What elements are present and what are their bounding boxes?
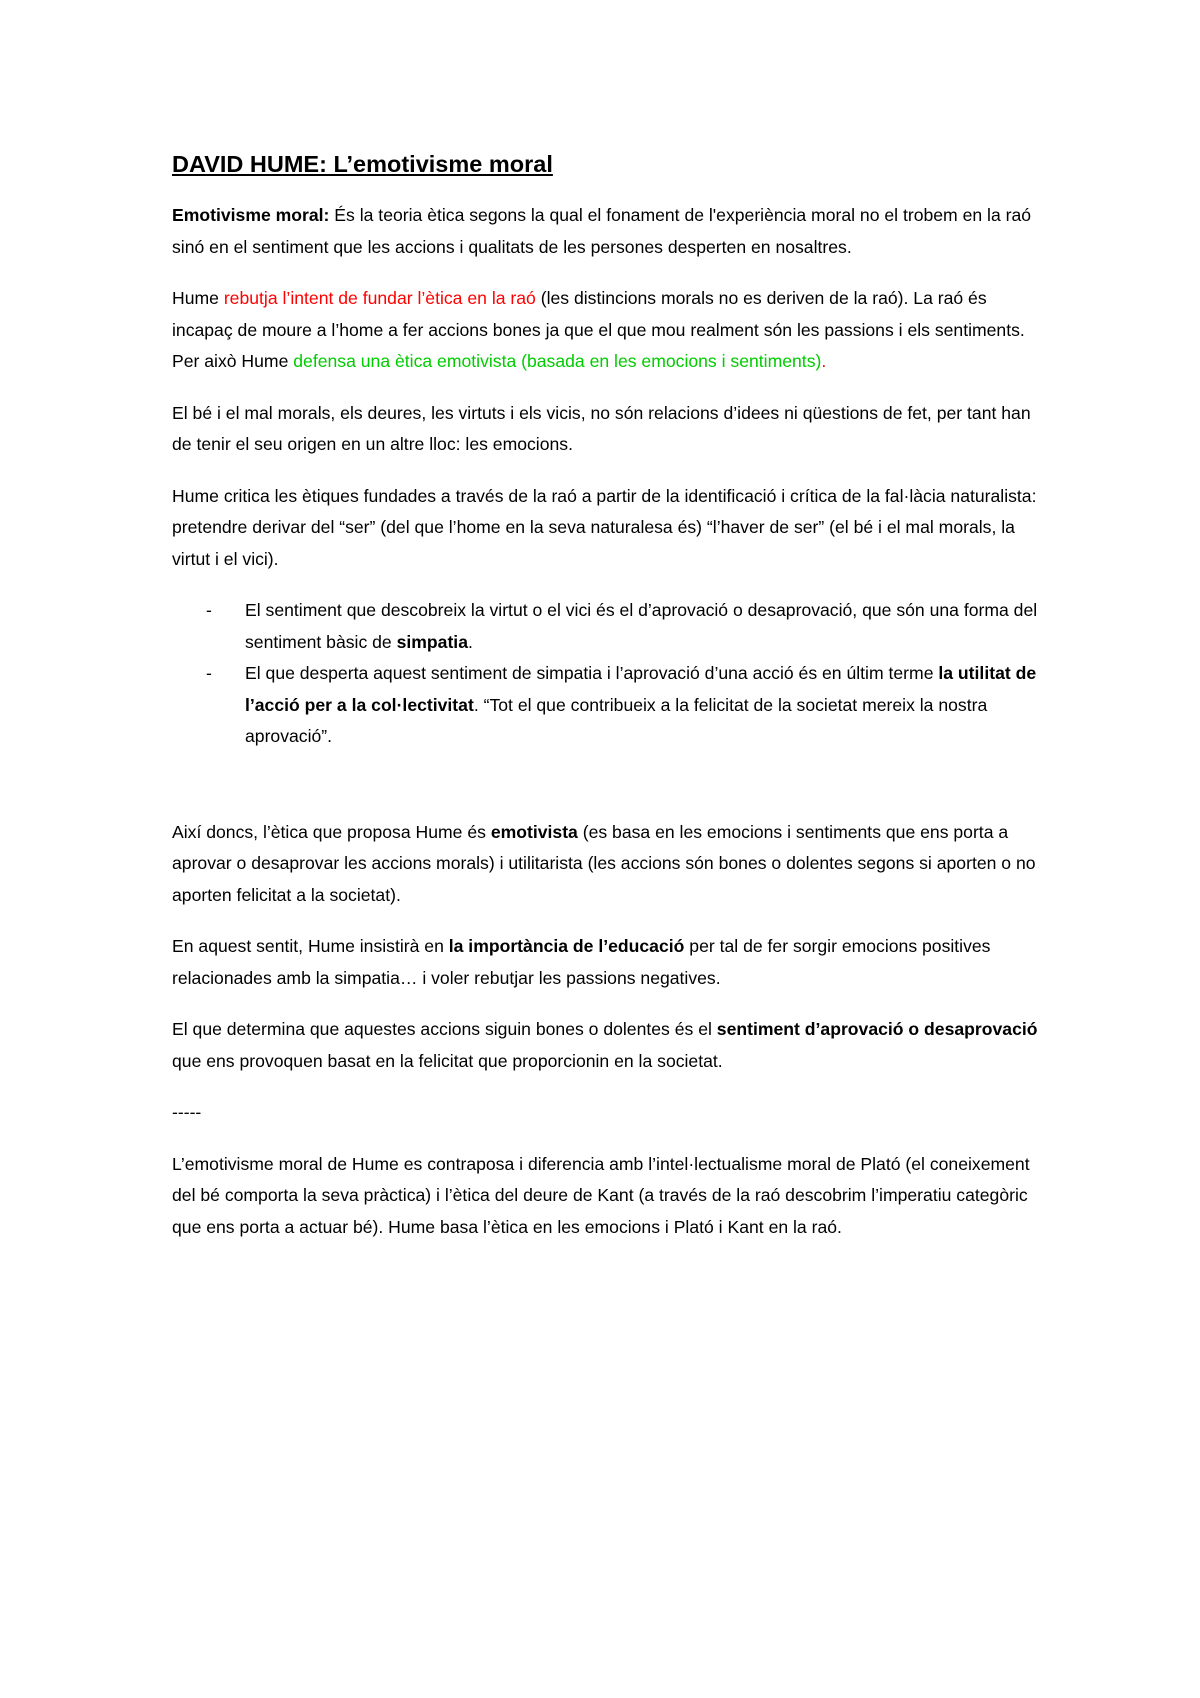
text-span: (les distincions morals no es deriven de la raó). La raó és incapaç de moure a l’home a fer accions bones ja que el que mou realment són les passions i els sentiments. Per això Hume bbox=[172, 288, 1025, 371]
text-span: Així doncs, l’ètica que proposa Hume és bbox=[172, 821, 491, 842]
bold-text: simpatia bbox=[396, 631, 468, 652]
bold-text: emotivista bbox=[490, 821, 578, 842]
highlight-green-text: defensa una ètica emotivista (basada en les emocions i sentiments) bbox=[293, 351, 822, 371]
bold-text: sentiment d’aprovació o desaprovació bbox=[716, 1019, 1038, 1039]
text-span: Hume bbox=[172, 288, 224, 308]
education-paragraph bbox=[172, 931, 1040, 994]
text-span: En aquest sentit, Hume insistirà en bbox=[172, 936, 449, 956]
dash-bullet: - bbox=[206, 663, 212, 683]
document-page bbox=[172, 148, 1040, 1263]
dash-bullet: - bbox=[206, 600, 212, 620]
text-span: que ens provoquen basat en la felicitat que proporcionin en la societat. bbox=[172, 1050, 723, 1071]
approval-paragraph bbox=[172, 1014, 1040, 1077]
bold-text: la importància de l’educació bbox=[448, 936, 685, 956]
bullet-list bbox=[172, 595, 1040, 753]
text-span: El sentiment que descobreix la virtut o el vici és el d’aprovació o desaprovació, que són una forma del sentiment bàsic de bbox=[245, 600, 1038, 652]
definition-term: Emotivisme moral: bbox=[172, 205, 330, 225]
text-span: El que determina que aquestes accions siguin bones o dolentes és el bbox=[172, 1019, 717, 1039]
document-title: DAVID HUME: L’emotivisme moral bbox=[172, 151, 553, 177]
list-item bbox=[172, 658, 1040, 753]
text-span: per tal de fer sorgir emocions positives relacionades amb la simpatia… i voler rebutjar les passions negatives. bbox=[172, 936, 991, 988]
highlight-red-period: . bbox=[821, 351, 827, 371]
definition-paragraph bbox=[172, 200, 1040, 263]
separator-line: ----- bbox=[172, 1102, 202, 1122]
text-span: . “Tot el que contribueix a la felicitat de la societat mereix la nostra aprovació”. bbox=[245, 694, 988, 746]
highlight-red-text: rebutja l’intent de fundar l’ètica en la raó bbox=[223, 288, 536, 308]
bold-text: la utilitat de l’acció per a la col·lectivitat bbox=[245, 663, 1037, 715]
naturalistic-fallacy-paragraph: Hume critica les ètiques fundades a través de la raó a partir de la identificació i crítica de la fal·làcia naturalista: pretendre derivar del “ser” (del que l’home en la seva naturalesa és) “l’haver de ser” (el bé i el mal morals, la virtut i el vici). bbox=[172, 485, 1037, 569]
definition-text: És la teoria ètica segons la qual el fonament de l'experiència moral no el trobem en la raó sinó en el sentiment que les accions i qualitats de les persones desperten en nosaltres. bbox=[172, 205, 1032, 257]
comparison-paragraph: L’emotivisme moral de Hume es contraposa i diferencia amb l’intel·lectualisme moral de Plató (el coneixement del bé comporta la seva pràctica) i l’ètica del deure de Kant (a través de la raó descobrim l’imperatiu categòric que ens porta a actuar bé). Hume basa l’ètica en les emocions i Plató i Kant en la raó. bbox=[172, 1153, 1030, 1237]
reason-rejection-paragraph bbox=[172, 283, 1040, 378]
list-item bbox=[172, 595, 1040, 658]
text-span: El que desperta aquest sentiment de simpatia i l’aprovació d’una acció és en últim terme bbox=[245, 663, 939, 683]
good-evil-paragraph: El bé i el mal morals, els deures, les virtuts i els vicis, no són relacions d’idees ni qüestions de fet, per tant han de tenir el seu origen en un altre lloc: les emocions. bbox=[172, 402, 1031, 454]
conclusion-paragraph bbox=[172, 817, 1040, 912]
text-span: (es basa en les emocions i sentiments que ens porta a aprovar o desaprovar les accions morals) i utilitarista (les accions són bones o dolentes segons si aporten o no aporten felicitat a la societat). bbox=[172, 821, 1036, 905]
text-span: . bbox=[467, 631, 473, 652]
blank-space bbox=[172, 753, 1040, 817]
